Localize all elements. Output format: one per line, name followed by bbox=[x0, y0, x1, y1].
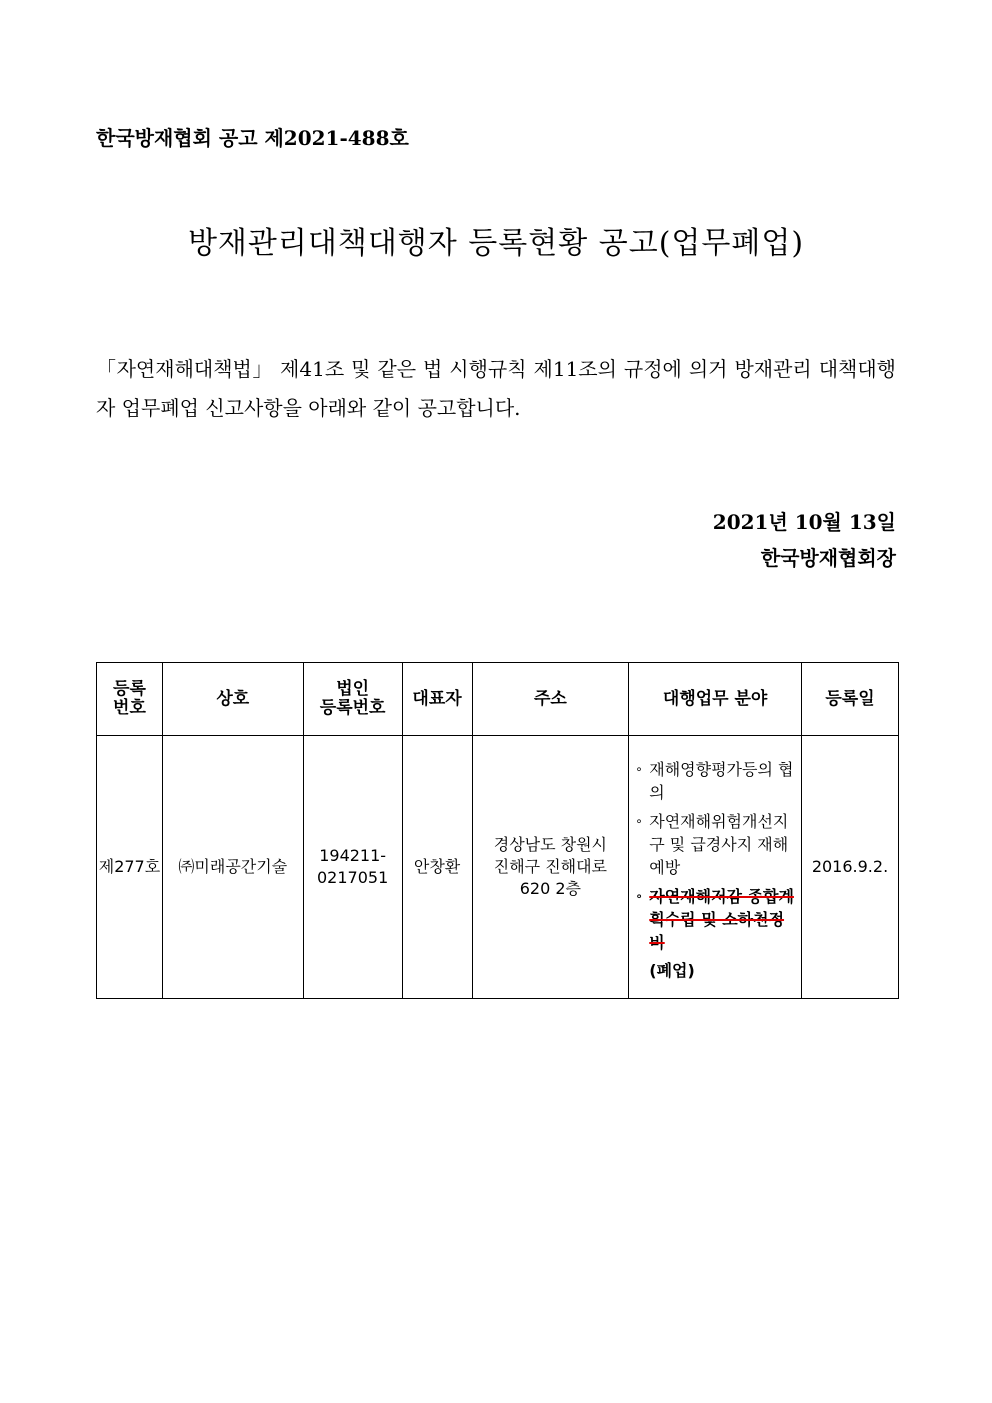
field-item-label: 재해영향평가등의 협의 bbox=[649, 760, 794, 802]
abolished-label: (폐업) bbox=[649, 961, 695, 980]
cell-reg-date: 2016.9.2. bbox=[801, 736, 898, 999]
bullet-icon: ∘ bbox=[635, 889, 643, 903]
address-line3: 620 2층 bbox=[519, 879, 581, 898]
list-item bbox=[635, 758, 797, 804]
address-line2: 진해구 진해대로 bbox=[493, 857, 608, 876]
table-header-row bbox=[97, 663, 899, 736]
bullet-icon: ∘ bbox=[635, 762, 643, 776]
notice-date: 2021년 10월 13일 bbox=[712, 510, 896, 534]
issuer-name: 한국방재협회장 bbox=[760, 546, 896, 570]
cell-address bbox=[472, 736, 629, 999]
field-item-label: 자연재해위험개선지구 및 급경사지 재해예방 bbox=[649, 812, 789, 877]
cell-company: ㈜미래공간기술 bbox=[162, 736, 303, 999]
header-corp-no bbox=[303, 663, 402, 736]
registration-table bbox=[96, 662, 899, 999]
notice-number: 한국방재협회 공고 제2021-488호 bbox=[96, 126, 409, 150]
address-line1: 경상남도 창원시 bbox=[493, 835, 608, 854]
cell-representative: 안창환 bbox=[402, 736, 472, 999]
header-reg-no-line1: 등록 bbox=[113, 679, 146, 699]
header-business-field: 대행업무 분야 bbox=[629, 663, 802, 736]
notice-paragraph: 「자연재해대책법」 제41조 및 같은 법 시행규칙 제11조의 규정에 의거 방재관리 대책대행자 업무폐업 신고사항을 아래와 같이 공고합니다. bbox=[96, 357, 896, 420]
header-corp-no-line2: 등록번호 bbox=[319, 698, 386, 718]
header-address: 주소 bbox=[472, 663, 629, 736]
corp-no-line1: 194211- bbox=[319, 846, 387, 865]
cell-corp-no bbox=[303, 736, 402, 999]
header-representative: 대표자 bbox=[402, 663, 472, 736]
list-item bbox=[635, 810, 797, 879]
header-company: 상호 bbox=[162, 663, 303, 736]
list-item-struck bbox=[635, 885, 797, 954]
header-reg-no bbox=[97, 663, 163, 736]
corp-no-line2: 0217051 bbox=[317, 868, 389, 887]
cell-reg-no: 제277호 bbox=[97, 736, 163, 999]
field-item-label: 자연재해저감 종합계획수립 및 소하천정비 bbox=[649, 887, 794, 952]
bullet-icon: ∘ bbox=[635, 814, 643, 828]
page-title: 방재관리대책대행자 등록현황 공고(업무폐업) bbox=[187, 226, 805, 261]
header-corp-no-line1: 법인 bbox=[336, 679, 370, 699]
header-reg-no-line2: 번호 bbox=[113, 698, 146, 718]
table-row bbox=[97, 736, 899, 999]
cell-business-field bbox=[629, 736, 802, 999]
business-field-list bbox=[629, 758, 801, 954]
header-reg-date: 등록일 bbox=[801, 663, 898, 736]
